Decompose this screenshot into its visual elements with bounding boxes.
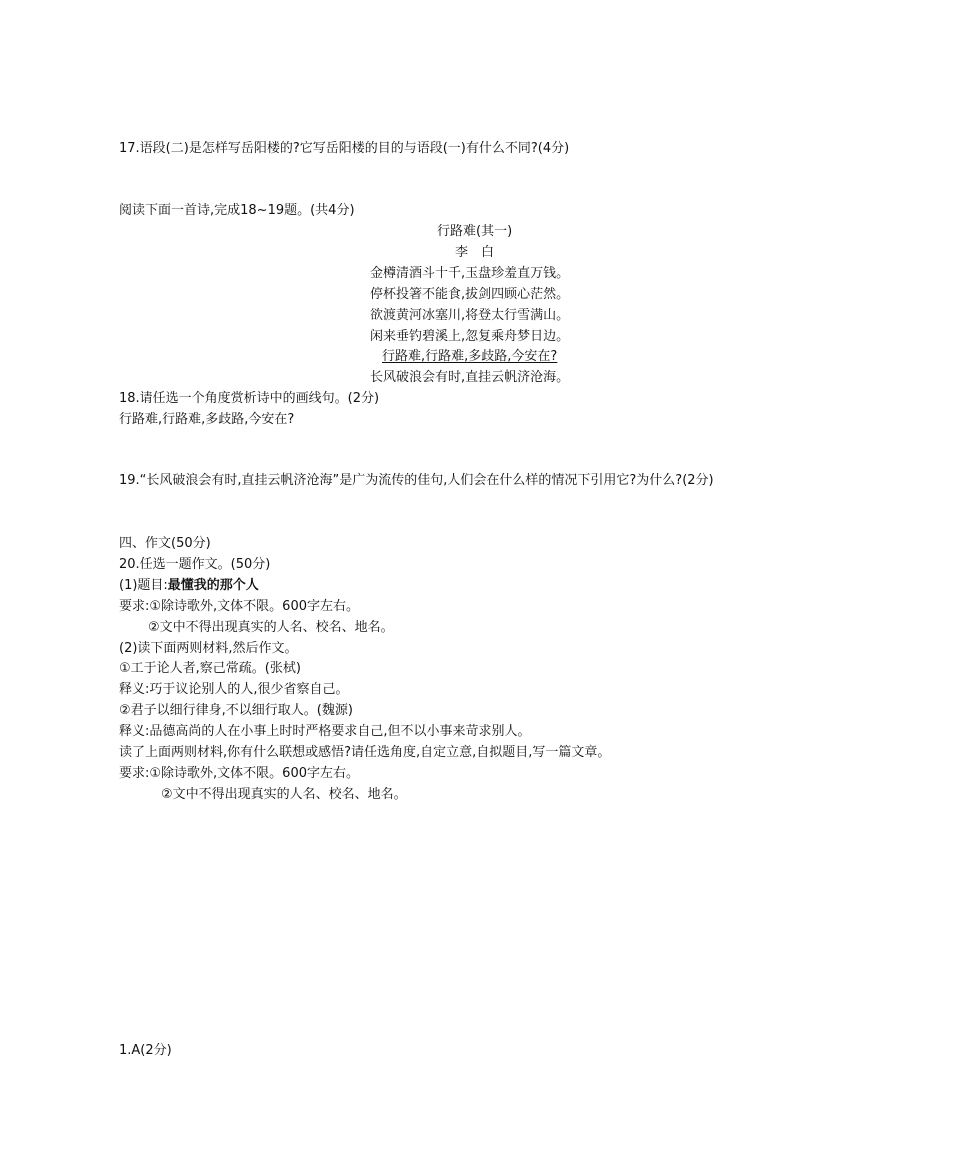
poem-line-1: 金樽清酒斗十千,玉盘珍羞直万钱。 [370,266,570,281]
explanation-1: 释义:巧于议论别人的人,很少省察自己。 [119,682,349,697]
poem-author: 李 白 [455,245,495,260]
topic-2-requirement-a: 要求:①除诗歌外,文体不限。600字左右。 [119,766,359,781]
topic-2: (2)读下面两则材料,然后作文。 [119,641,298,656]
writing-instruction: 读了上面两则材料,你有什么联想或感悟?请任选角度,自定立意,自拟题目,写一篇文章。 [119,745,611,760]
topic-1-title: 最懂我的那个人 [167,578,259,593]
topic-1 [119,577,259,595]
question-18: 18.请任选一个角度赏析诗中的画线句。(2分) [119,391,380,406]
answer-1: 1.A(2分) [119,1043,172,1058]
explanation-2: 释义:品德高尚的人在小事上时时严格要求自己,但不以小事来苛求别人。 [119,724,531,739]
poem-line-6: 长风破浪会有时,直挂云帆济沧海。 [370,370,570,385]
question-17: 17.语段(二)是怎样写岳阳楼的?它写岳阳楼的目的与语段(一)有什么不同?(4分) [119,141,570,156]
poem-line-2: 停杯投箸不能食,拔剑四顾心茫然。 [370,287,570,302]
poem-line-5-underlined: 行路难,行路难,多歧路,今安在? [382,349,558,364]
question-18-quote: 行路难,行路难,多歧路,今安在? [119,412,295,427]
topic-2-requirement-b: ②文中不得出现真实的人名、校名、地名。 [161,787,407,802]
material-1: ①工于论人者,察己常疏。(张栻) [119,661,301,676]
question-20: 20.任选一题作文。(50分) [119,557,271,572]
question-19: 19.“长风破浪会有时,直挂云帆济沧海”是广为流传的佳句,人们会在什么样的情况下引用它?为什么?(2分) [119,473,714,488]
poem-line-4: 闲来垂钓碧溪上,忽复乘舟梦日边。 [370,329,570,344]
topic-1-requirement-b: ②文中不得出现真实的人名、校名、地名。 [148,620,394,635]
topic-1-prefix: (1)题目: [119,578,168,593]
poem-title: 行路难(其一) [437,224,513,239]
section-4-heading: 四、作文(50分) [119,536,211,551]
poem-line-3: 欲渡黄河冰塞川,将登太行雪满山。 [370,308,570,323]
poem-intro: 阅读下面一首诗,完成18~19题。(共4分) [119,203,355,218]
material-2: ②君子以细行律身,不以细行取人。(魏源) [119,703,353,718]
topic-1-requirement-a: 要求:①除诗歌外,文体不限。600字左右。 [119,599,359,614]
